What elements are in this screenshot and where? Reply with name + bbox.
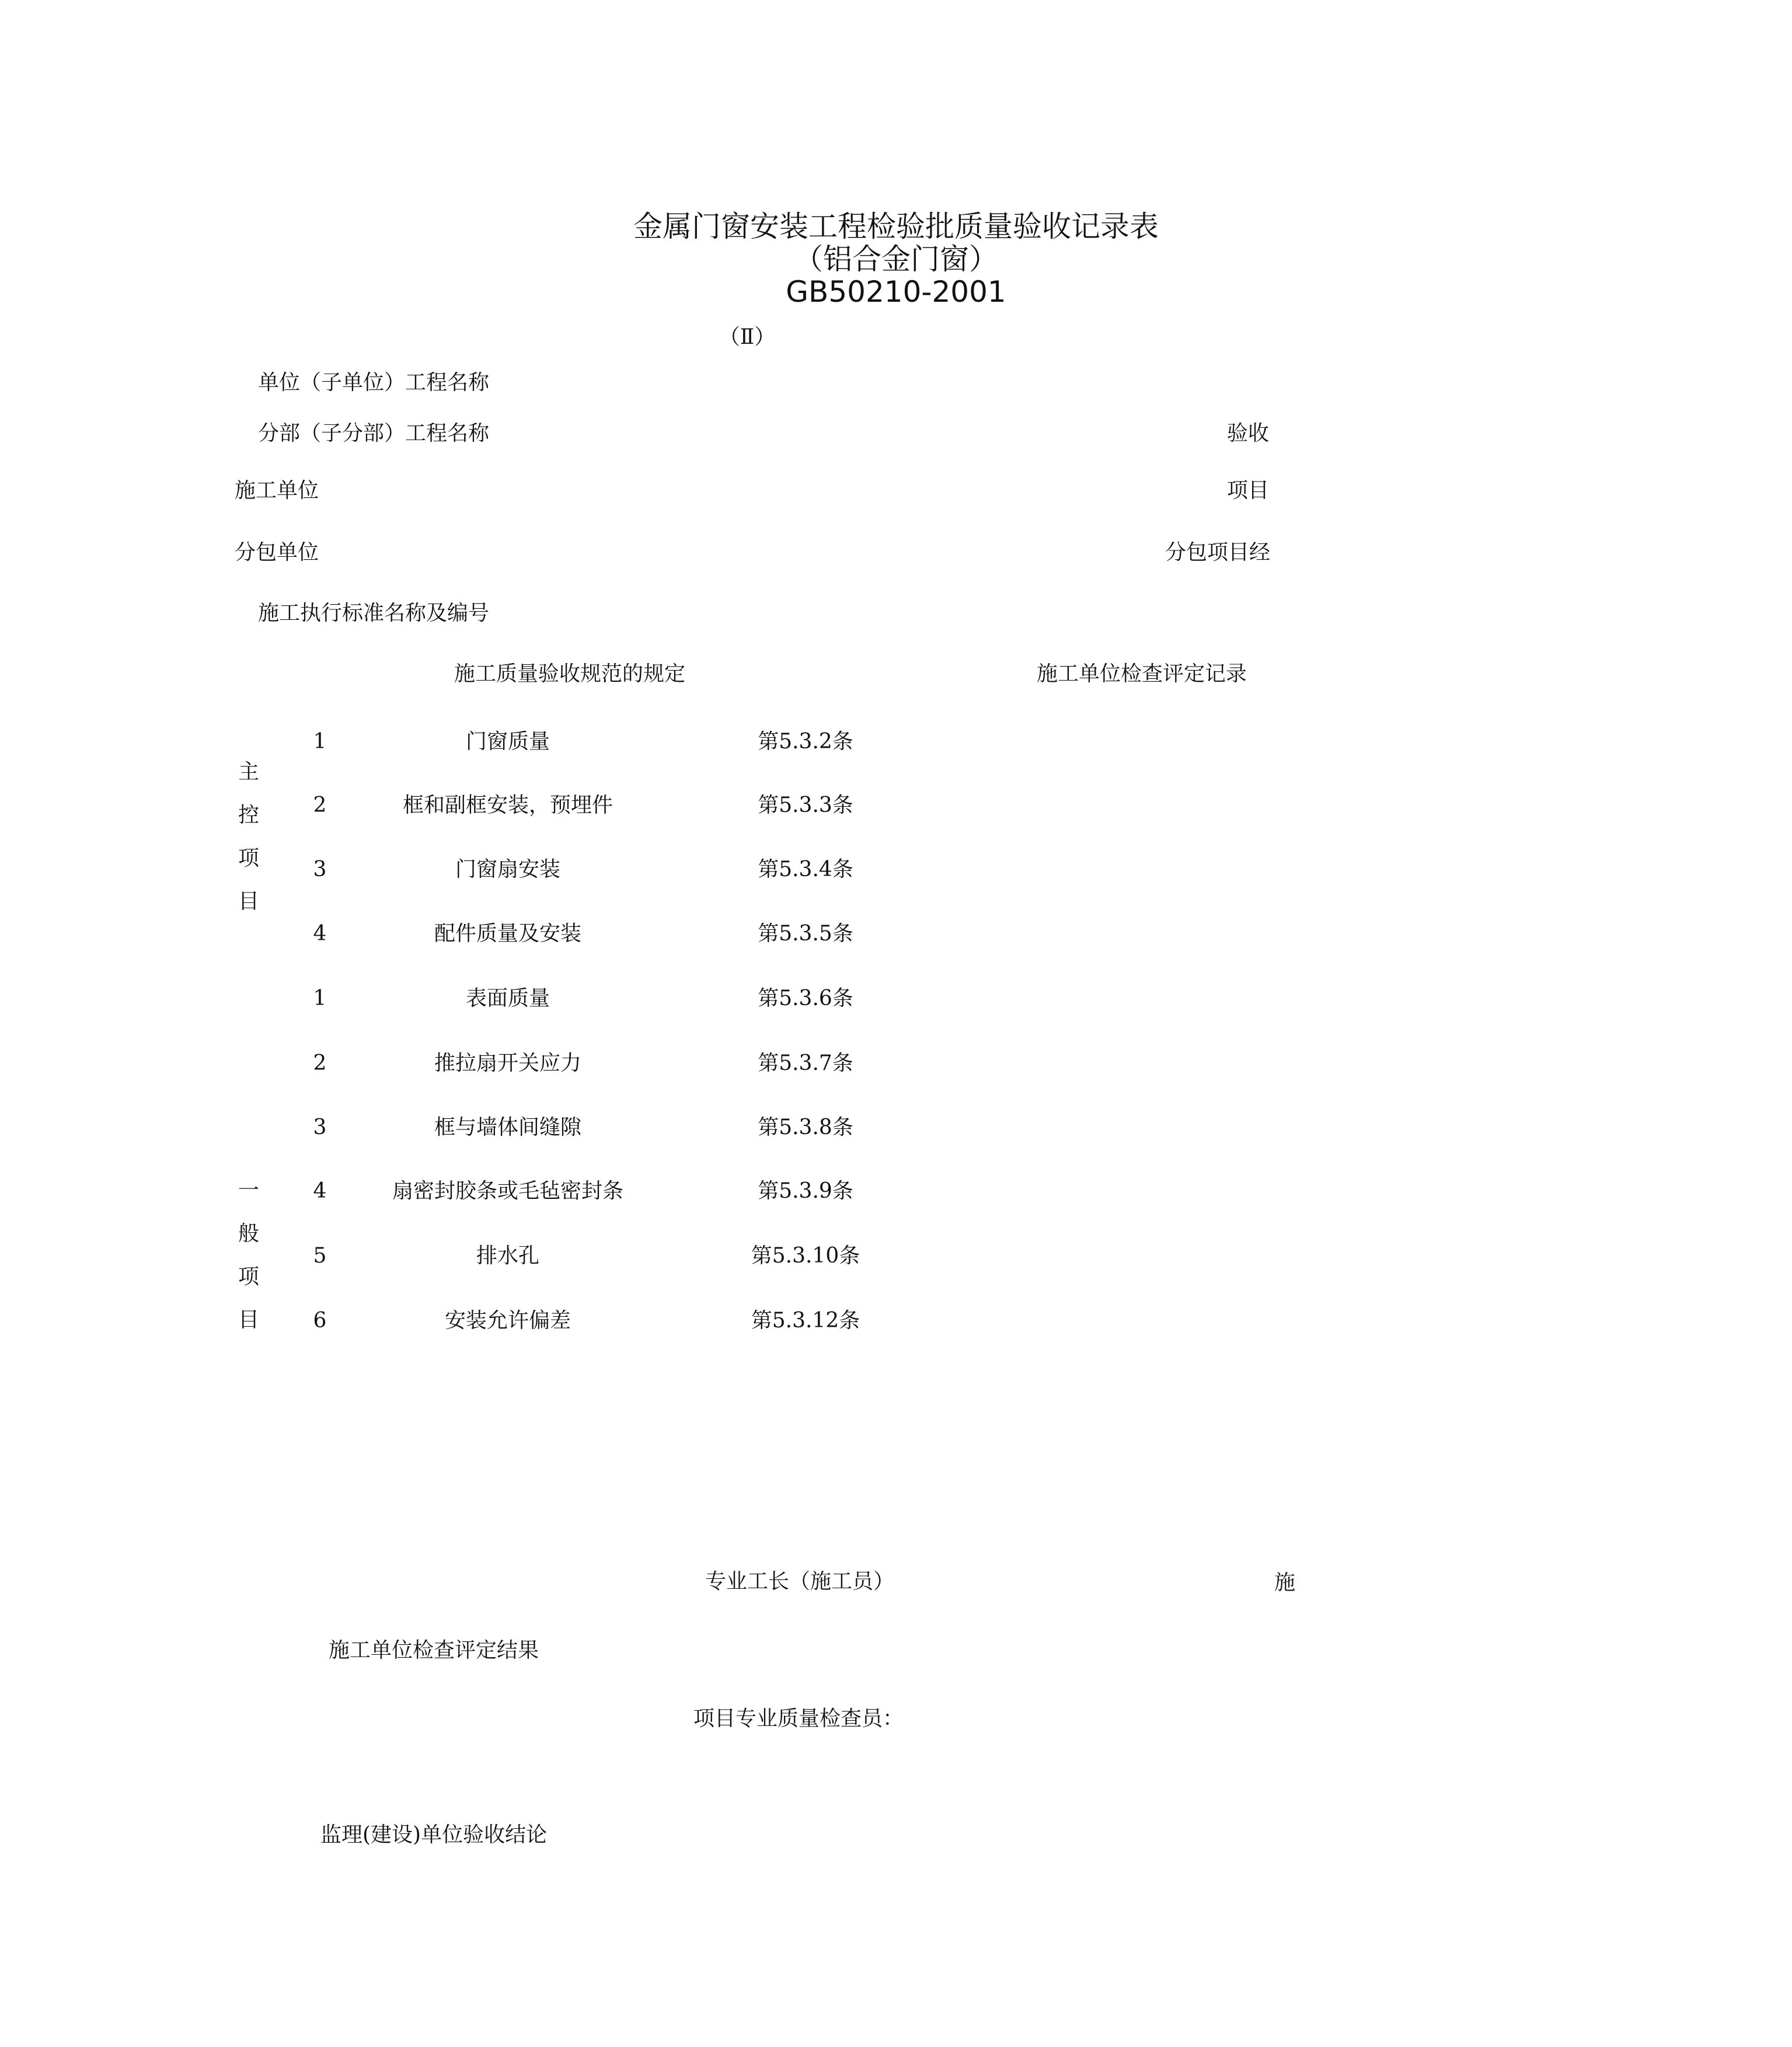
acceptance-label: 验收 bbox=[1227, 421, 1270, 445]
item-clause: 第5.3.7条 bbox=[758, 1051, 853, 1075]
clipped-char: 施 bbox=[1274, 1571, 1296, 1595]
item-clause: 第5.3.8条 bbox=[758, 1115, 853, 1139]
item-clause: 第5.3.2条 bbox=[758, 730, 853, 754]
group-label-char: 控 bbox=[238, 803, 259, 827]
eval-result-label: 施工单位检查评定结果 bbox=[329, 1638, 539, 1662]
inspector-label: 项目专业质量检查员： bbox=[693, 1707, 904, 1731]
spec-column-header: 施工质量验收规范的规定 bbox=[454, 662, 686, 686]
item-clause: 第5.3.6条 bbox=[758, 986, 853, 1010]
subcontract-unit-label: 分包单位 bbox=[235, 540, 319, 564]
supervision-conclusion-wrapper bbox=[320, 1816, 904, 1847]
item-clause: 第5.3.10条 bbox=[751, 1244, 860, 1268]
item-number: 4 bbox=[313, 1179, 327, 1203]
unit-project-name-label: 单位（子单位）工程名称 bbox=[258, 371, 490, 395]
record-column-header: 施工单位检查评定记录 bbox=[1037, 662, 1247, 686]
item-number: 6 bbox=[313, 1309, 327, 1333]
item-name: 门窗扇安装 bbox=[455, 857, 560, 881]
item-name: 推拉扇开关应力 bbox=[434, 1051, 581, 1075]
group-label-char: 一 bbox=[238, 1178, 259, 1202]
item-name: 框和副框安装，预埋件 bbox=[402, 793, 613, 817]
item-number: 3 bbox=[313, 1115, 327, 1139]
item-name: 安装允许偏差 bbox=[444, 1309, 571, 1333]
supervision-conclusion-label: 监理(建设)单位验收结论 bbox=[320, 1823, 548, 1847]
project-label: 项目 bbox=[1227, 479, 1270, 503]
standard-label: 施工执行标准名称及编号 bbox=[258, 601, 490, 625]
item-clause: 第5.3.12条 bbox=[751, 1309, 860, 1333]
item-clause: 第5.3.5条 bbox=[758, 922, 853, 946]
group-label-char: 主 bbox=[238, 760, 259, 784]
item-clause: 第5.3.3条 bbox=[758, 793, 853, 817]
main-control-group-label bbox=[236, 751, 262, 923]
subcontract-manager-label: 分包项目经 bbox=[1165, 540, 1271, 564]
item-name: 配件质量及安装 bbox=[434, 922, 581, 946]
form-title: 金属门窗安装工程检验批质量验收记录表 bbox=[633, 210, 1159, 243]
division-project-name-label: 分部（子分部）工程名称 bbox=[258, 421, 490, 445]
clipped-edge-text bbox=[1274, 1569, 1296, 1596]
group-label-char: 项 bbox=[238, 846, 259, 870]
item-name: 表面质量 bbox=[465, 986, 550, 1010]
item-name: 排水孔 bbox=[476, 1244, 539, 1268]
general-group-label bbox=[236, 1169, 262, 1342]
item-number: 3 bbox=[313, 857, 327, 881]
item-number: 1 bbox=[313, 986, 327, 1010]
item-name: 扇密封胶条或毛毡密封条 bbox=[392, 1179, 623, 1203]
group-label-char: 项 bbox=[238, 1265, 259, 1289]
group-label-char: 目 bbox=[238, 890, 259, 913]
item-number: 2 bbox=[313, 1051, 327, 1075]
item-number: 5 bbox=[313, 1244, 327, 1268]
foreman-label: 专业工长（施工员） bbox=[705, 1570, 895, 1593]
item-number: 2 bbox=[313, 793, 327, 817]
item-clause: 第5.3.4条 bbox=[758, 857, 853, 881]
standard-code: GB50210-2001 bbox=[786, 275, 1006, 309]
item-name: 框与墙体间缝隙 bbox=[434, 1115, 581, 1139]
group-label-char: 目 bbox=[238, 1308, 259, 1332]
item-number: 1 bbox=[313, 730, 327, 754]
construction-unit-label: 施工单位 bbox=[235, 479, 319, 503]
item-clause: 第5.3.9条 bbox=[758, 1179, 853, 1203]
item-name: 门窗质量 bbox=[465, 730, 550, 754]
item-number: 4 bbox=[313, 922, 327, 946]
group-label-char: 般 bbox=[238, 1222, 259, 1246]
roman-numeral: （Ⅱ） bbox=[719, 325, 776, 349]
form-subtitle: （铝合金门窗） bbox=[794, 242, 998, 276]
